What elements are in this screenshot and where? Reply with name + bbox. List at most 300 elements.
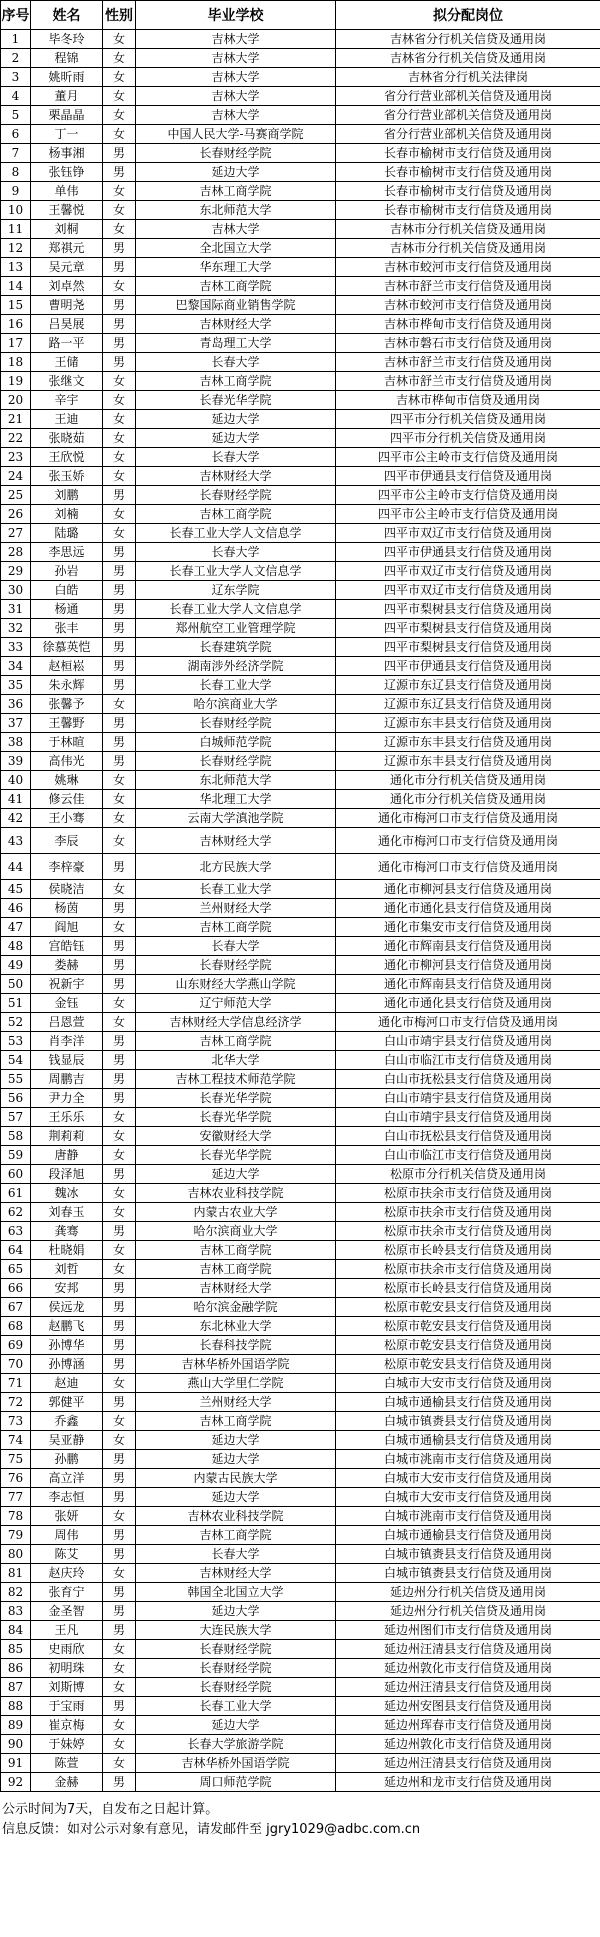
row-position: 延边州汪清县支行信贷及通用岗 bbox=[336, 1678, 600, 1697]
row-school: 哈尔滨商业大学 bbox=[136, 695, 336, 714]
row-gender: 女 bbox=[103, 1146, 136, 1165]
row-school: 长春财经学院 bbox=[136, 1678, 336, 1697]
row-position: 白城市镇赉县支行信贷及通用岗 bbox=[336, 1564, 600, 1583]
row-index: 53 bbox=[1, 1032, 31, 1051]
table-row bbox=[1, 1678, 600, 1697]
row-position: 长春市榆树市支行信贷及通用岗 bbox=[336, 163, 600, 182]
row-name: 龚骞 bbox=[31, 1222, 103, 1241]
row-position: 省分行营业部机关信贷及通用岗 bbox=[336, 106, 600, 125]
row-index: 58 bbox=[1, 1127, 31, 1146]
table-row bbox=[1, 1621, 600, 1640]
row-name: 张馨予 bbox=[31, 695, 103, 714]
row-position: 松原市长岭县支行信贷及通用岗 bbox=[336, 1279, 600, 1298]
table-row bbox=[1, 619, 600, 638]
row-school: 长春大学 bbox=[136, 937, 336, 956]
row-position: 通化市分行机关信贷及通用岗 bbox=[336, 771, 600, 790]
table-row bbox=[1, 899, 600, 918]
row-index: 81 bbox=[1, 1564, 31, 1583]
row-gender: 男 bbox=[103, 239, 136, 258]
row-name: 侯晓洁 bbox=[31, 880, 103, 899]
row-position: 四平市伊通县支行信贷及通用岗 bbox=[336, 543, 600, 562]
row-index: 31 bbox=[1, 600, 31, 619]
row-position: 吉林省分行机关信贷及通用岗 bbox=[336, 30, 600, 49]
row-index: 79 bbox=[1, 1526, 31, 1545]
row-gender: 男 bbox=[103, 1317, 136, 1336]
row-school: 辽宁师范大学 bbox=[136, 994, 336, 1013]
row-index: 8 bbox=[1, 163, 31, 182]
row-name: 张育宁 bbox=[31, 1583, 103, 1602]
row-name: 吕昊展 bbox=[31, 315, 103, 334]
row-name: 祝新宇 bbox=[31, 975, 103, 994]
table-row bbox=[1, 1583, 600, 1602]
row-name: 朱永辉 bbox=[31, 676, 103, 695]
row-index: 36 bbox=[1, 695, 31, 714]
row-name: 李梓豪 bbox=[31, 854, 103, 880]
row-index: 49 bbox=[1, 956, 31, 975]
table-row bbox=[1, 1260, 600, 1279]
row-position: 松原市乾安县支行信贷及通用岗 bbox=[336, 1317, 600, 1336]
row-school: 全北国立大学 bbox=[136, 239, 336, 258]
row-gender: 男 bbox=[103, 144, 136, 163]
row-school: 郑州航空工业管理学院 bbox=[136, 619, 336, 638]
row-gender: 男 bbox=[103, 600, 136, 619]
row-gender: 男 bbox=[103, 334, 136, 353]
row-position: 白山市靖宇县支行信贷及通用岗 bbox=[336, 1108, 600, 1127]
table-row bbox=[1, 918, 600, 937]
row-name: 初明珠 bbox=[31, 1659, 103, 1678]
row-gender: 男 bbox=[103, 1222, 136, 1241]
row-gender: 男 bbox=[103, 258, 136, 277]
row-index: 80 bbox=[1, 1545, 31, 1564]
row-position: 延边州图们市支行信贷及通用岗 bbox=[336, 1621, 600, 1640]
row-school: 吉林财经大学 bbox=[136, 315, 336, 334]
row-index: 20 bbox=[1, 391, 31, 410]
row-position: 白城市洮南市支行信贷及通用岗 bbox=[336, 1450, 600, 1469]
row-school: 北方民族大学 bbox=[136, 854, 336, 880]
row-name: 李志恒 bbox=[31, 1488, 103, 1507]
row-name: 王欣悦 bbox=[31, 448, 103, 467]
row-index: 69 bbox=[1, 1336, 31, 1355]
row-name: 赵迪 bbox=[31, 1374, 103, 1393]
row-index: 32 bbox=[1, 619, 31, 638]
table-row bbox=[1, 790, 600, 809]
table-row bbox=[1, 1431, 600, 1450]
row-gender: 女 bbox=[103, 1412, 136, 1431]
row-index: 41 bbox=[1, 790, 31, 809]
row-school: 延边大学 bbox=[136, 1716, 336, 1735]
row-index: 57 bbox=[1, 1108, 31, 1127]
row-name: 张继文 bbox=[31, 372, 103, 391]
row-index: 87 bbox=[1, 1678, 31, 1697]
row-position: 延边州安图县支行信贷及通用岗 bbox=[336, 1697, 600, 1716]
row-gender: 男 bbox=[103, 676, 136, 695]
row-position: 延边州分行机关信贷及通用岗 bbox=[336, 1602, 600, 1621]
row-position: 白山市靖宇县支行信贷及通用岗 bbox=[336, 1032, 600, 1051]
row-school: 长春大学旅游学院 bbox=[136, 1735, 336, 1754]
row-position: 通化市梅河口市支行信贷及通用岗 bbox=[336, 828, 600, 854]
row-position: 吉林省分行机关法律岗 bbox=[336, 68, 600, 87]
row-school: 吉林财经大学 bbox=[136, 1564, 336, 1583]
table-row bbox=[1, 1773, 600, 1792]
row-name: 杨事湘 bbox=[31, 144, 103, 163]
row-name: 乔鑫 bbox=[31, 1412, 103, 1431]
row-gender: 女 bbox=[103, 1678, 136, 1697]
table-row bbox=[1, 1697, 600, 1716]
row-school: 吉林大学 bbox=[136, 49, 336, 68]
row-gender: 男 bbox=[103, 1298, 136, 1317]
row-school: 大连民族大学 bbox=[136, 1621, 336, 1640]
row-position: 省分行营业部机关信贷及通用岗 bbox=[336, 125, 600, 144]
table-row bbox=[1, 1412, 600, 1431]
row-index: 29 bbox=[1, 562, 31, 581]
table-row bbox=[1, 1298, 600, 1317]
row-gender: 女 bbox=[103, 695, 136, 714]
row-gender: 男 bbox=[103, 1621, 136, 1640]
row-gender: 男 bbox=[103, 1051, 136, 1070]
row-name: 刘桐 bbox=[31, 220, 103, 239]
row-index: 15 bbox=[1, 296, 31, 315]
table-row bbox=[1, 1374, 600, 1393]
table-row bbox=[1, 1659, 600, 1678]
row-name: 尹力全 bbox=[31, 1089, 103, 1108]
feedback-note: 信息反馈：如对公示对象有意见，请发邮件至 jgry1029@adbc.com.cn bbox=[2, 1822, 421, 1837]
row-position: 延边州汪清县支行信贷及通用岗 bbox=[336, 1754, 600, 1773]
row-name: 程锦 bbox=[31, 49, 103, 68]
row-name: 姚昕雨 bbox=[31, 68, 103, 87]
table-row bbox=[1, 505, 600, 524]
row-position: 吉林市桦甸市支行信贷及通用岗 bbox=[336, 315, 600, 334]
row-gender: 女 bbox=[103, 1203, 136, 1222]
row-index: 27 bbox=[1, 524, 31, 543]
row-position: 通化市梅河口市支行信贷及通用岗 bbox=[336, 854, 600, 880]
row-position: 吉林市磐石市支行信贷及通用岗 bbox=[336, 334, 600, 353]
row-gender: 男 bbox=[103, 937, 136, 956]
row-name: 陈艾 bbox=[31, 1545, 103, 1564]
row-school: 延边大学 bbox=[136, 1431, 336, 1450]
row-gender: 男 bbox=[103, 1773, 136, 1792]
row-name: 丁一 bbox=[31, 125, 103, 144]
row-index: 71 bbox=[1, 1374, 31, 1393]
row-school: 长春工业大学 bbox=[136, 676, 336, 695]
row-index: 24 bbox=[1, 467, 31, 486]
row-school: 吉林大学 bbox=[136, 30, 336, 49]
table-row bbox=[1, 1165, 600, 1184]
row-school: 长春光华学院 bbox=[136, 1146, 336, 1165]
row-school: 兰州财经大学 bbox=[136, 899, 336, 918]
row-school: 韩国全北国立大学 bbox=[136, 1583, 336, 1602]
table-row bbox=[1, 975, 600, 994]
row-school: 长春财经学院 bbox=[136, 752, 336, 771]
row-gender: 女 bbox=[103, 277, 136, 296]
row-gender: 女 bbox=[103, 994, 136, 1013]
row-gender: 男 bbox=[103, 353, 136, 372]
row-position: 四平市梨树县支行信贷及通用岗 bbox=[336, 638, 600, 657]
row-index: 72 bbox=[1, 1393, 31, 1412]
row-position: 辽源市东丰县支行信贷及通用岗 bbox=[336, 714, 600, 733]
row-name: 姚琳 bbox=[31, 771, 103, 790]
row-index: 56 bbox=[1, 1089, 31, 1108]
row-school: 长春大学 bbox=[136, 353, 336, 372]
table-row bbox=[1, 163, 600, 182]
row-school: 吉林财经大学 bbox=[136, 828, 336, 854]
row-school: 吉林工商学院 bbox=[136, 1241, 336, 1260]
table-row bbox=[1, 695, 600, 714]
row-gender: 女 bbox=[103, 220, 136, 239]
row-name: 毕冬玲 bbox=[31, 30, 103, 49]
table-row bbox=[1, 1488, 600, 1507]
row-name: 高立洋 bbox=[31, 1469, 103, 1488]
row-index: 42 bbox=[1, 809, 31, 828]
row-name: 史雨欣 bbox=[31, 1640, 103, 1659]
table-row bbox=[1, 1564, 600, 1583]
table-row bbox=[1, 994, 600, 1013]
row-position: 四平市分行机关信贷及通用岗 bbox=[336, 410, 600, 429]
row-name: 李思远 bbox=[31, 543, 103, 562]
row-index: 30 bbox=[1, 581, 31, 600]
row-name: 刘楠 bbox=[31, 505, 103, 524]
row-position: 通化市分行机关信贷及通用岗 bbox=[336, 790, 600, 809]
header-school: 毕业学校 bbox=[136, 1, 336, 30]
row-index: 90 bbox=[1, 1735, 31, 1754]
table-row bbox=[1, 1450, 600, 1469]
row-gender: 女 bbox=[103, 410, 136, 429]
row-gender: 男 bbox=[103, 1697, 136, 1716]
table-row bbox=[1, 1146, 600, 1165]
table-row bbox=[1, 49, 600, 68]
row-name: 高伟光 bbox=[31, 752, 103, 771]
table-row bbox=[1, 581, 600, 600]
row-gender: 男 bbox=[103, 543, 136, 562]
table-row bbox=[1, 600, 600, 619]
table-row bbox=[1, 486, 600, 505]
row-school: 延边大学 bbox=[136, 429, 336, 448]
table-row bbox=[1, 1184, 600, 1203]
row-gender: 女 bbox=[103, 68, 136, 87]
table-header-row bbox=[1, 1, 600, 30]
row-school: 长春工业大学 bbox=[136, 1697, 336, 1716]
row-school: 白城师范学院 bbox=[136, 733, 336, 752]
row-name: 唐静 bbox=[31, 1146, 103, 1165]
row-index: 7 bbox=[1, 144, 31, 163]
row-school: 湖南涉外经济学院 bbox=[136, 657, 336, 676]
row-school: 长春大学 bbox=[136, 1545, 336, 1564]
row-school: 延边大学 bbox=[136, 1450, 336, 1469]
row-school: 兰州财经大学 bbox=[136, 1393, 336, 1412]
row-index: 38 bbox=[1, 733, 31, 752]
row-index: 63 bbox=[1, 1222, 31, 1241]
row-name: 杜晓娟 bbox=[31, 1241, 103, 1260]
row-gender: 男 bbox=[103, 1602, 136, 1621]
table-row bbox=[1, 752, 600, 771]
row-index: 5 bbox=[1, 106, 31, 125]
row-name: 赵桓崧 bbox=[31, 657, 103, 676]
row-name: 宫皓钰 bbox=[31, 937, 103, 956]
row-index: 4 bbox=[1, 87, 31, 106]
table-row bbox=[1, 1032, 600, 1051]
row-position: 四平市双辽市支行信贷及通用岗 bbox=[336, 524, 600, 543]
row-name: 李辰 bbox=[31, 828, 103, 854]
row-position: 通化市柳河县支行信贷及通用岗 bbox=[336, 880, 600, 899]
row-position: 四平市伊通县支行信贷及通用岗 bbox=[336, 657, 600, 676]
row-position: 长春市榆树市支行信贷及通用岗 bbox=[336, 201, 600, 220]
row-position: 白山市临江市支行信贷及通用岗 bbox=[336, 1146, 600, 1165]
row-index: 89 bbox=[1, 1716, 31, 1735]
row-gender: 女 bbox=[103, 524, 136, 543]
row-index: 51 bbox=[1, 994, 31, 1013]
row-position: 辽源市东丰县支行信贷及通用岗 bbox=[336, 733, 600, 752]
row-gender: 女 bbox=[103, 918, 136, 937]
row-position: 通化市辉南县支行信贷及通用岗 bbox=[336, 975, 600, 994]
row-name: 陈萱 bbox=[31, 1754, 103, 1773]
row-name: 杨通 bbox=[31, 600, 103, 619]
row-index: 50 bbox=[1, 975, 31, 994]
row-gender: 男 bbox=[103, 638, 136, 657]
row-index: 11 bbox=[1, 220, 31, 239]
row-index: 39 bbox=[1, 752, 31, 771]
row-position: 白城市通榆县支行信贷及通用岗 bbox=[336, 1526, 600, 1545]
table-row bbox=[1, 809, 600, 828]
row-gender: 男 bbox=[103, 619, 136, 638]
row-index: 23 bbox=[1, 448, 31, 467]
row-position: 松原市扶余市支行信贷及通用岗 bbox=[336, 1222, 600, 1241]
row-school: 延边大学 bbox=[136, 410, 336, 429]
row-name: 张晓茹 bbox=[31, 429, 103, 448]
table-row bbox=[1, 277, 600, 296]
row-index: 67 bbox=[1, 1298, 31, 1317]
table-row bbox=[1, 1241, 600, 1260]
row-gender: 男 bbox=[103, 1165, 136, 1184]
row-gender: 男 bbox=[103, 1279, 136, 1298]
row-school: 吉林财经大学信息经济学 bbox=[136, 1013, 336, 1032]
row-index: 75 bbox=[1, 1450, 31, 1469]
row-gender: 男 bbox=[103, 1583, 136, 1602]
row-index: 2 bbox=[1, 49, 31, 68]
row-school: 吉林工商学院 bbox=[136, 505, 336, 524]
row-position: 四平市公主岭市支行信贷及通用岗 bbox=[336, 505, 600, 524]
row-gender: 女 bbox=[103, 1260, 136, 1279]
row-index: 88 bbox=[1, 1697, 31, 1716]
table-row bbox=[1, 524, 600, 543]
row-school: 吉林农业科技学院 bbox=[136, 1184, 336, 1203]
row-index: 82 bbox=[1, 1583, 31, 1602]
row-position: 松原市乾安县支行信贷及通用岗 bbox=[336, 1298, 600, 1317]
row-gender: 男 bbox=[103, 1089, 136, 1108]
row-name: 于妹婷 bbox=[31, 1735, 103, 1754]
row-position: 松原市乾安县支行信贷及通用岗 bbox=[336, 1336, 600, 1355]
row-position: 延边州敦化市支行信贷及通用岗 bbox=[336, 1659, 600, 1678]
row-name: 辛宇 bbox=[31, 391, 103, 410]
row-name: 吴元章 bbox=[31, 258, 103, 277]
row-school: 长春工业大学人文信息学 bbox=[136, 600, 336, 619]
row-school: 安徽财经大学 bbox=[136, 1127, 336, 1146]
row-gender: 女 bbox=[103, 106, 136, 125]
row-gender: 女 bbox=[103, 1431, 136, 1450]
row-gender: 男 bbox=[103, 899, 136, 918]
table-row bbox=[1, 296, 600, 315]
table-row bbox=[1, 1279, 600, 1298]
header-gender: 性别 bbox=[103, 1, 136, 30]
row-name: 阎旭 bbox=[31, 918, 103, 937]
row-gender: 男 bbox=[103, 296, 136, 315]
header-position: 拟分配岗位 bbox=[336, 1, 600, 30]
row-index: 59 bbox=[1, 1146, 31, 1165]
row-school: 长春财经学院 bbox=[136, 714, 336, 733]
row-gender: 男 bbox=[103, 486, 136, 505]
table-row bbox=[1, 68, 600, 87]
row-position: 白山市临江市支行信贷及通用岗 bbox=[336, 1051, 600, 1070]
row-name: 周伟 bbox=[31, 1526, 103, 1545]
row-name: 曹明尧 bbox=[31, 296, 103, 315]
row-name: 段泽旭 bbox=[31, 1165, 103, 1184]
row-position: 通化市辉南县支行信贷及通用岗 bbox=[336, 937, 600, 956]
row-position: 白山市抚松县支行信贷及通用岗 bbox=[336, 1070, 600, 1089]
row-school: 吉林大学 bbox=[136, 68, 336, 87]
row-name: 于宝雨 bbox=[31, 1697, 103, 1716]
row-gender: 男 bbox=[103, 1469, 136, 1488]
table-row bbox=[1, 429, 600, 448]
table-row bbox=[1, 448, 600, 467]
row-school: 延边大学 bbox=[136, 1488, 336, 1507]
row-gender: 女 bbox=[103, 1184, 136, 1203]
row-school: 吉林工商学院 bbox=[136, 372, 336, 391]
row-position: 白城市镇赉县支行信贷及通用岗 bbox=[336, 1412, 600, 1431]
row-index: 54 bbox=[1, 1051, 31, 1070]
table-row bbox=[1, 391, 600, 410]
table-row bbox=[1, 1735, 600, 1754]
row-position: 白城市大安市支行信贷及通用岗 bbox=[336, 1374, 600, 1393]
row-position: 四平市分行机关信贷及通用岗 bbox=[336, 429, 600, 448]
table-row bbox=[1, 1469, 600, 1488]
row-gender: 女 bbox=[103, 809, 136, 828]
row-position: 省分行营业部机关信贷及通用岗 bbox=[336, 87, 600, 106]
table-row bbox=[1, 334, 600, 353]
row-gender: 男 bbox=[103, 733, 136, 752]
row-index: 52 bbox=[1, 1013, 31, 1032]
row-index: 3 bbox=[1, 68, 31, 87]
row-index: 19 bbox=[1, 372, 31, 391]
row-name: 周鹏吉 bbox=[31, 1070, 103, 1089]
table-row bbox=[1, 1317, 600, 1336]
row-index: 22 bbox=[1, 429, 31, 448]
table-row bbox=[1, 854, 600, 880]
row-gender: 男 bbox=[103, 1393, 136, 1412]
row-position: 四平市双辽市支行信贷及通用岗 bbox=[336, 562, 600, 581]
row-school: 吉林华桥外国语学院 bbox=[136, 1355, 336, 1374]
row-gender: 女 bbox=[103, 1564, 136, 1583]
row-index: 25 bbox=[1, 486, 31, 505]
row-position: 吉林市舒兰市支行信贷及通用岗 bbox=[336, 372, 600, 391]
row-index: 66 bbox=[1, 1279, 31, 1298]
row-index: 6 bbox=[1, 125, 31, 144]
row-school: 长春财经学院 bbox=[136, 1659, 336, 1678]
table-row bbox=[1, 30, 600, 49]
row-gender: 男 bbox=[103, 1355, 136, 1374]
table-row bbox=[1, 410, 600, 429]
row-position: 白城市镇赉县支行信贷及通用岗 bbox=[336, 1545, 600, 1564]
row-gender: 女 bbox=[103, 201, 136, 220]
row-index: 13 bbox=[1, 258, 31, 277]
row-position: 吉林市桦甸市信贷及通用岗 bbox=[336, 391, 600, 410]
row-gender: 女 bbox=[103, 1013, 136, 1032]
publicity-period-note: 公示时间为7天，自发布之日起计算。 bbox=[2, 1802, 219, 1817]
row-position: 延边州敦化市支行信贷及通用岗 bbox=[336, 1735, 600, 1754]
table-row bbox=[1, 1222, 600, 1241]
row-index: 26 bbox=[1, 505, 31, 524]
row-index: 10 bbox=[1, 201, 31, 220]
row-position: 松原市扶余市支行信贷及通用岗 bbox=[336, 1203, 600, 1222]
row-gender: 男 bbox=[103, 1450, 136, 1469]
row-school: 延边大学 bbox=[136, 1165, 336, 1184]
